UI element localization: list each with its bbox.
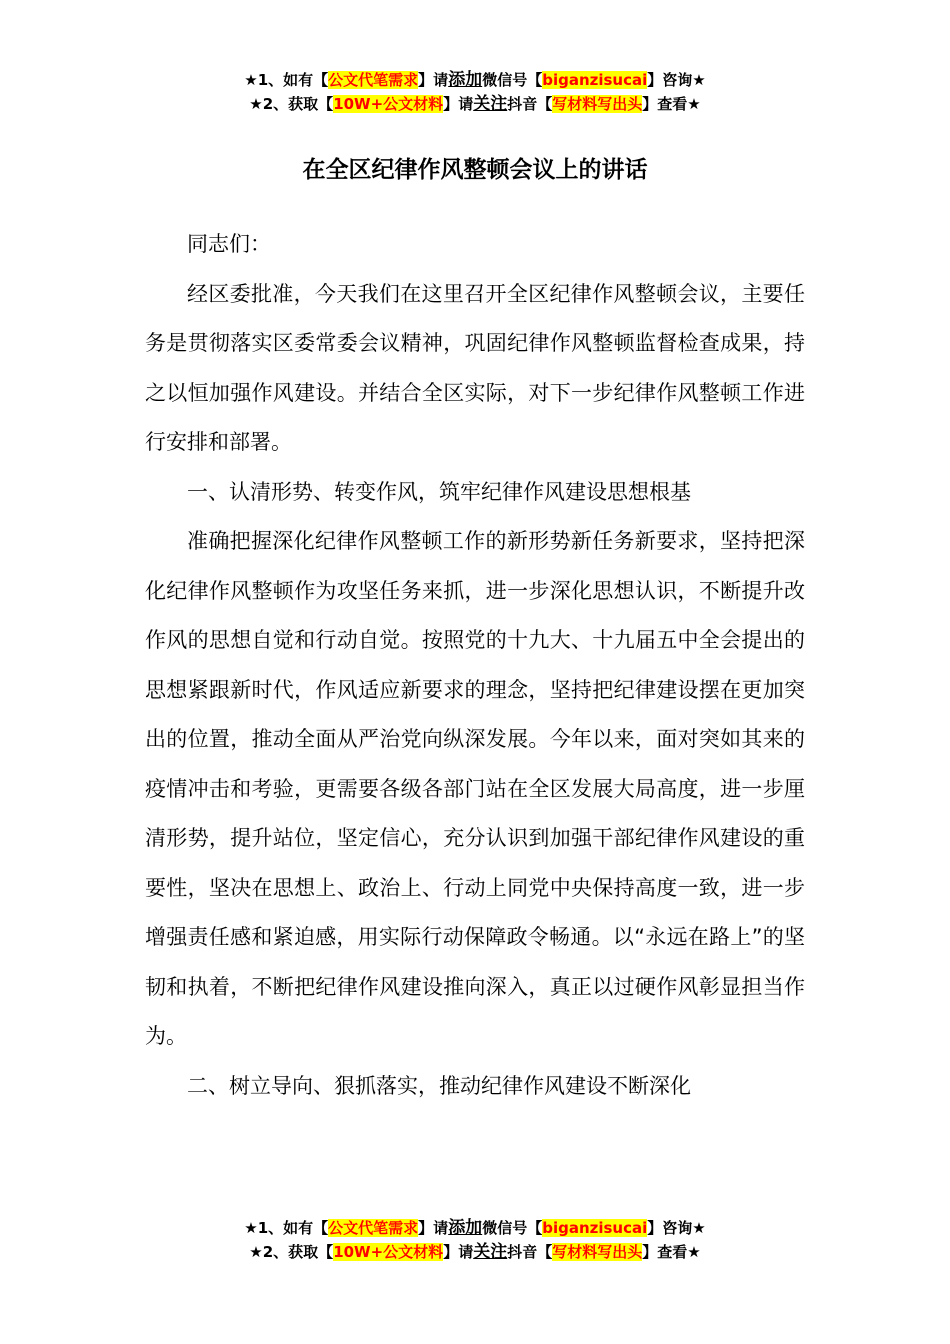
emphasis-word: 添加 <box>448 1218 483 1238</box>
banner-text: ★1、如有【 <box>244 71 329 89</box>
banner-text: 】咨询★ <box>647 1219 706 1237</box>
highlight-materials: 10W+公文材料 <box>333 1243 444 1261</box>
banner-text: ★2、获取【 <box>249 1243 334 1261</box>
section-heading: 一、认清形势、转变作风，筑牢纪律作风建设思想根基 <box>187 479 691 504</box>
highlight-service: 公文代笔需求 <box>328 1219 419 1237</box>
document-title: 在全区纪律作风整顿会议上的讲话 <box>302 157 648 183</box>
banner-text: 微信号【 <box>482 71 543 89</box>
section-heading: 二、树立导向、狠抓落实，推动纪律作风建设不断深化 <box>187 1073 691 1098</box>
body-paragraph: 经区委批准，今天我们在这里召开全区纪律作风整顿会议，主要任务是贯彻落实区委常委会议精神，巩固纪律作风整顿监督检查成果，持之以恒加强作风建设。并结合全区实际，对下一步纪律作风整顿工作进行安排和部署。 <box>145 281 805 454</box>
banner-text: 微信号【 <box>482 1219 543 1237</box>
highlight-wechat-id: biganzisucai <box>542 71 648 89</box>
banner-text: 】请 <box>418 71 449 89</box>
highlight-wechat-id: biganzisucai <box>542 1219 648 1237</box>
banner-line-2 <box>0 1240 950 1264</box>
banner-line-1 <box>0 1216 950 1240</box>
footer-banner <box>0 1216 950 1264</box>
highlight-douyin-account: 写材料写出头 <box>552 95 643 113</box>
document-body <box>145 220 805 1111</box>
salutation: 同志们： <box>187 232 271 256</box>
highlight-service: 公文代笔需求 <box>328 71 419 89</box>
body-paragraph: 准确把握深化纪律作风整顿工作的新形势新任务新要求，坚持把深化纪律作风整顿作为攻坚任务来抓，进一步深化思想认识，不断提升改作风的思想自觉和行动自觉。按照党的十九大、十九届五中全会提出的思想紧跟新时代，作风适应新要求的理念，坚持把纪律建设摆在更加突出的位置，推动全面从严治党向纵深发展。今年以来，面对突如其来的疫情冲击和考验，更需要各级各部门站在全区发展大局高度，进一步厘清形势，提升站位，坚定信心，充分认识到加强干部纪律作风建设的重要性，坚决在思想上、政治上、行动上同党中央保持高度一致，进一步增强责任感和紧迫感，用实际行动保障政令畅通。以“永远在路上”的坚韧和执着，不断把纪律作风建设推向深入，真正以过硬作风彰显担当作为。 <box>145 529 805 1048</box>
banner-text: 】请 <box>443 95 474 113</box>
highlight-douyin-account: 写材料写出头 <box>552 1243 643 1261</box>
banner-text: 】请 <box>418 1219 449 1237</box>
banner-text: ★1、如有【 <box>244 1219 329 1237</box>
banner-line-2 <box>0 92 950 116</box>
banner-text: 】咨询★ <box>647 71 706 89</box>
emphasis-word: 关注 <box>473 1242 508 1262</box>
banner-text: 】请 <box>443 1243 474 1261</box>
header-banner <box>0 68 950 116</box>
highlight-materials: 10W+公文材料 <box>333 95 444 113</box>
emphasis-word: 添加 <box>448 70 483 90</box>
banner-text: ★2、获取【 <box>249 95 334 113</box>
banner-line-1 <box>0 68 950 92</box>
banner-text: 抖音【 <box>507 1243 553 1261</box>
emphasis-word: 关注 <box>473 94 508 114</box>
banner-text: 】查看★ <box>642 1243 701 1261</box>
banner-text: 】查看★ <box>642 95 701 113</box>
banner-text: 抖音【 <box>507 95 553 113</box>
